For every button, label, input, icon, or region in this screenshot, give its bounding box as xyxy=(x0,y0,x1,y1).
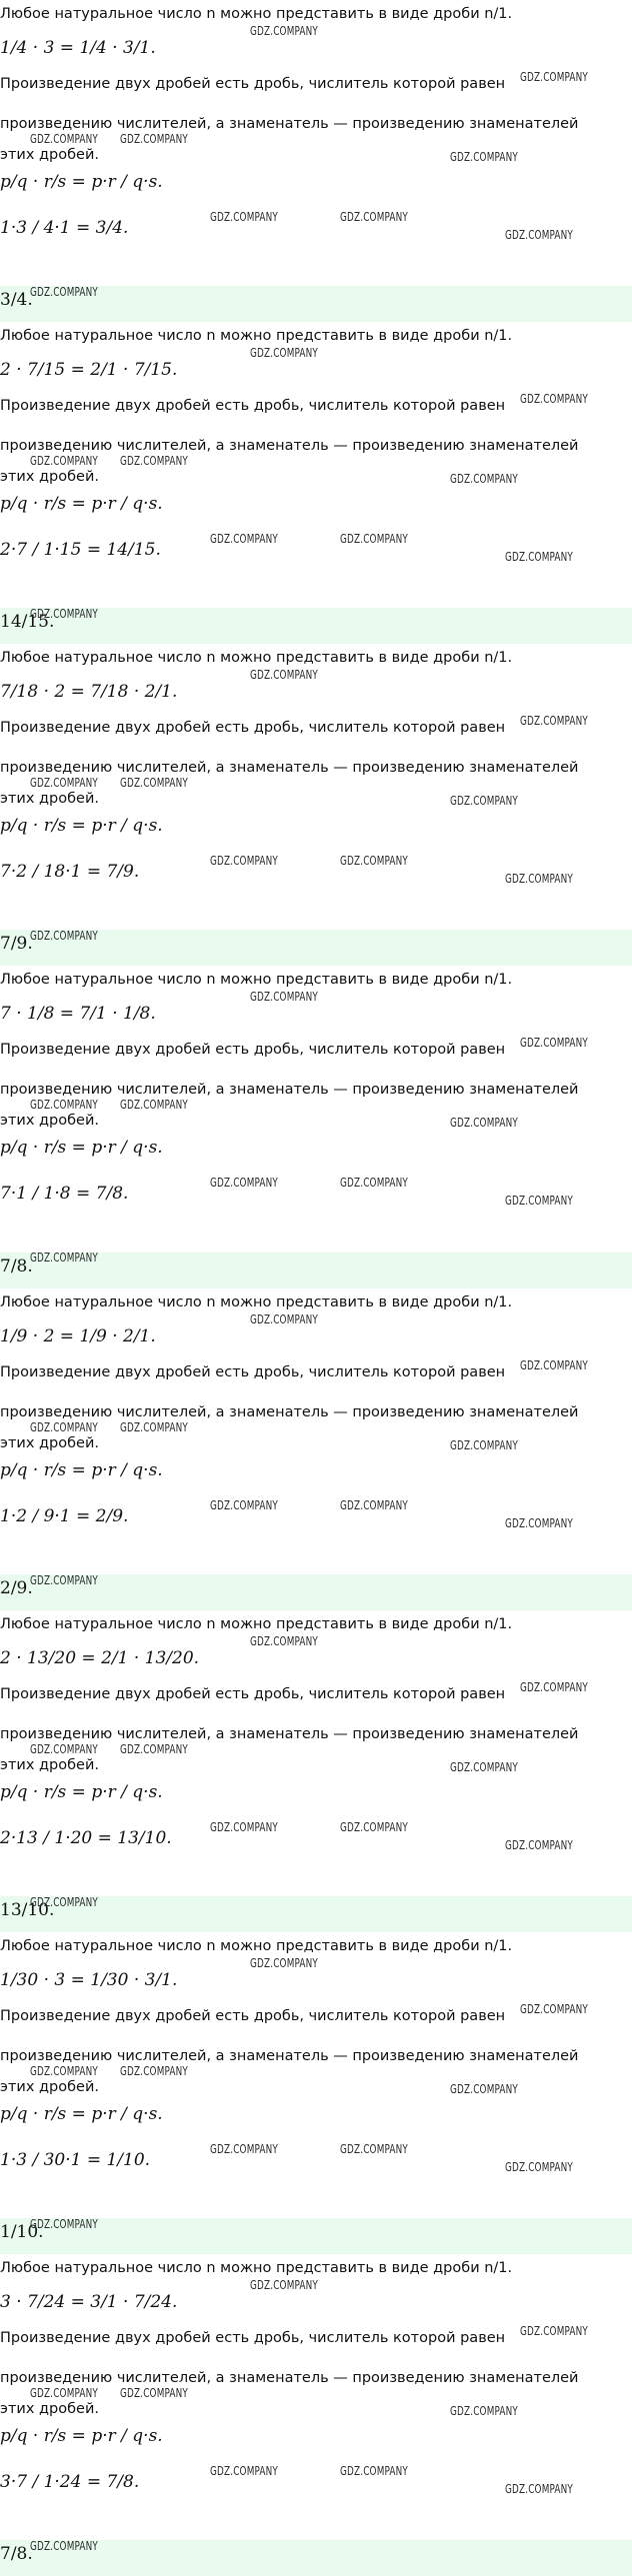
watermark: GDZ.COMPANY xyxy=(520,70,588,84)
rule-formula: p/q · r/s = p·r / q·s. xyxy=(0,1459,163,1480)
watermark: GDZ.COMPANY xyxy=(250,1955,318,1970)
watermark: GDZ.COMPANY xyxy=(30,454,98,469)
theory-line-2: Произведение двух дробей есть дробь, числитель которой равен xyxy=(0,2007,506,2024)
product-expression: 7·1 / 1·8 = 7/8. xyxy=(0,1184,129,1205)
product-expression: 2·7 / 1·15 = 14/15. xyxy=(0,540,161,561)
watermark: GDZ.COMPANY xyxy=(210,210,278,224)
solution-section xyxy=(0,1932,632,2254)
watermark: GDZ.COMPANY xyxy=(340,1176,408,1191)
result-value: 7/8. xyxy=(0,2544,33,2564)
watermark: GDZ.COMPANY xyxy=(520,2001,588,2016)
task-expression: 1/9 · 2 = 1/9 · 2/1. xyxy=(0,1325,156,1346)
watermark: GDZ.COMPANY xyxy=(450,2403,518,2418)
watermark: GDZ.COMPANY xyxy=(30,2538,98,2553)
theory-line-2: Произведение двух дробей есть дробь, числитель которой равен xyxy=(0,720,506,737)
watermark: GDZ.COMPANY xyxy=(450,1759,518,1774)
theory-line-2: Произведение двух дробей есть дробь, числитель которой равен xyxy=(0,398,506,415)
solution-section xyxy=(0,1288,632,1610)
watermark: GDZ.COMPANY xyxy=(250,346,318,361)
solution-section xyxy=(0,966,632,1288)
watermark: GDZ.COMPANY xyxy=(120,1098,188,1113)
theory-line-1: Любое натуральное число n можно представить в виде дроби n/1. xyxy=(0,650,513,667)
theory-line-1: Любое натуральное число n можно представить в виде дроби n/1. xyxy=(0,972,513,989)
watermark: GDZ.COMPANY xyxy=(520,2323,588,2338)
theory-line-3: произведению числителей, а знаменатель — произведению знаменателей xyxy=(0,1082,579,1099)
theory-line-1: Любое натуральное число n можно представить в виде дроби n/1. xyxy=(0,2259,513,2276)
product-expression: 1·3 / 4·1 = 3/4. xyxy=(0,218,129,238)
watermark: GDZ.COMPANY xyxy=(120,2063,188,2078)
task-expression: 7 · 1/8 = 7/1 · 1/8. xyxy=(0,1004,156,1025)
watermark: GDZ.COMPANY xyxy=(505,1194,573,1209)
task-expression: 1/30 · 3 = 1/30 · 3/1. xyxy=(0,1969,178,1990)
theory-line-4: этих дробей. xyxy=(0,147,100,163)
theory-line-4: этих дробей. xyxy=(0,2078,100,2095)
theory-line-4: этих дробей. xyxy=(0,791,100,808)
watermark: GDZ.COMPANY xyxy=(520,1679,588,1694)
watermark: GDZ.COMPANY xyxy=(340,532,408,547)
watermark: GDZ.COMPANY xyxy=(250,668,318,683)
result-value: 7/9. xyxy=(0,934,33,955)
rule-formula: p/q · r/s = p·r / q·s. xyxy=(0,172,163,192)
watermark: GDZ.COMPANY xyxy=(30,132,98,146)
watermark: GDZ.COMPANY xyxy=(520,392,588,407)
watermark: GDZ.COMPANY xyxy=(505,872,573,887)
theory-line-3: произведению числителей, а знаменатель — произведению знаменателей xyxy=(0,2369,579,2386)
watermark: GDZ.COMPANY xyxy=(450,1437,518,1452)
task-expression: 3 · 7/24 = 3/1 · 7/24. xyxy=(0,2291,178,2312)
theory-line-2: Произведение двух дробей есть дробь, числитель которой равен xyxy=(0,1363,506,1380)
watermark: GDZ.COMPANY xyxy=(505,550,573,565)
watermark: GDZ.COMPANY xyxy=(210,2141,278,2156)
watermark: GDZ.COMPANY xyxy=(120,454,188,469)
product-expression: 7·2 / 18·1 = 7/9. xyxy=(0,862,140,883)
theory-line-1: Любое натуральное число n можно представить в виде дроби n/1. xyxy=(0,1615,513,1632)
theory-line-3: произведению числителей, а знаменатель — произведению знаменателей xyxy=(0,116,579,132)
watermark: GDZ.COMPANY xyxy=(120,2385,188,2400)
watermark: GDZ.COMPANY xyxy=(340,2463,408,2478)
watermark: GDZ.COMPANY xyxy=(30,2063,98,2078)
watermark: GDZ.COMPANY xyxy=(30,1894,98,1909)
watermark: GDZ.COMPANY xyxy=(250,24,318,38)
task-expression: 2 · 13/20 = 2/1 · 13/20. xyxy=(0,1647,200,1668)
rule-formula: p/q · r/s = p·r / q·s. xyxy=(0,2425,163,2446)
watermark: GDZ.COMPANY xyxy=(450,2081,518,2096)
theory-line-1: Любое натуральное число n можно представить в виде дроби n/1. xyxy=(0,6,513,22)
watermark: GDZ.COMPANY xyxy=(340,854,408,869)
product-expression: 1·3 / 30·1 = 1/10. xyxy=(0,2149,151,2170)
watermark: GDZ.COMPANY xyxy=(210,1819,278,1834)
watermark: GDZ.COMPANY xyxy=(505,2159,573,2174)
watermark: GDZ.COMPANY xyxy=(450,794,518,809)
solution-section xyxy=(0,0,632,322)
theory-line-1: Любое натуральное число n можно представить в виде дроби n/1. xyxy=(0,328,513,345)
watermark: GDZ.COMPANY xyxy=(520,1036,588,1051)
watermark: GDZ.COMPANY xyxy=(505,1837,573,1852)
rule-formula: p/q · r/s = p·r / q·s. xyxy=(0,494,163,515)
watermark: GDZ.COMPANY xyxy=(120,1741,188,1756)
watermark: GDZ.COMPANY xyxy=(520,714,588,729)
theory-line-1: Любое натуральное число n можно представить в виде дроби n/1. xyxy=(0,1937,513,1954)
result-value: 13/10. xyxy=(0,1899,55,1920)
theory-line-3: произведению числителей, а знаменатель — произведению знаменателей xyxy=(0,760,579,777)
theory-line-3: произведению числителей, а знаменатель — произведению знаменателей xyxy=(0,1725,579,1742)
theory-line-2: Произведение двух дробей есть дробь, числитель которой равен xyxy=(0,1042,506,1059)
theory-line-4: этих дробей. xyxy=(0,469,100,486)
watermark: GDZ.COMPANY xyxy=(210,532,278,547)
task-expression: 1/4 · 3 = 1/4 · 3/1. xyxy=(0,38,156,58)
watermark: GDZ.COMPANY xyxy=(340,1497,408,1512)
watermark: GDZ.COMPANY xyxy=(450,150,518,164)
result-value: 2/9. xyxy=(0,1577,33,1598)
rule-formula: p/q · r/s = p·r / q·s. xyxy=(0,2103,163,2124)
task-expression: 2 · 7/15 = 2/1 · 7/15. xyxy=(0,360,178,381)
watermark: GDZ.COMPANY xyxy=(120,1419,188,1434)
watermark: GDZ.COMPANY xyxy=(30,1572,98,1587)
watermark: GDZ.COMPANY xyxy=(250,990,318,1005)
watermark: GDZ.COMPANY xyxy=(30,929,98,944)
watermark: GDZ.COMPANY xyxy=(210,1176,278,1191)
watermark: GDZ.COMPANY xyxy=(30,1098,98,1113)
rule-formula: p/q · r/s = p·r / q·s. xyxy=(0,816,163,837)
theory-line-4: этих дробей. xyxy=(0,1434,100,1451)
watermark: GDZ.COMPANY xyxy=(505,1515,573,1530)
result-value: 14/15. xyxy=(0,612,55,633)
theory-line-3: произведению числителей, а знаменатель — произведению знаменателей xyxy=(0,2047,579,2064)
rule-formula: p/q · r/s = p·r / q·s. xyxy=(0,1138,163,1159)
task-expression: 7/18 · 2 = 7/18 · 2/1. xyxy=(0,682,178,703)
watermark: GDZ.COMPANY xyxy=(30,1251,98,1266)
watermark: GDZ.COMPANY xyxy=(30,1741,98,1756)
theory-line-2: Произведение двух дробей есть дробь, числитель которой равен xyxy=(0,1685,506,1702)
solution-section xyxy=(0,1610,632,1932)
theory-line-4: этих дробей. xyxy=(0,1113,100,1130)
result-value: 3/4. xyxy=(0,290,33,311)
watermark: GDZ.COMPANY xyxy=(30,2385,98,2400)
watermark: GDZ.COMPANY xyxy=(30,1419,98,1434)
theory-line-3: произведению числителей, а знаменатель — произведению знаменателей xyxy=(0,438,579,455)
watermark: GDZ.COMPANY xyxy=(505,228,573,242)
watermark: GDZ.COMPANY xyxy=(340,2141,408,2156)
watermark: GDZ.COMPANY xyxy=(250,1311,318,1326)
solution-section xyxy=(0,322,632,644)
rule-formula: p/q · r/s = p·r / q·s. xyxy=(0,1781,163,1802)
watermark: GDZ.COMPANY xyxy=(120,776,188,791)
watermark: GDZ.COMPANY xyxy=(30,607,98,622)
watermark: GDZ.COMPANY xyxy=(120,132,188,146)
solution-section xyxy=(0,644,632,966)
watermark: GDZ.COMPANY xyxy=(340,210,408,224)
watermark: GDZ.COMPANY xyxy=(250,1633,318,1648)
theory-line-4: этих дробей. xyxy=(0,1756,100,1773)
theory-line-2: Произведение двух дробей есть дробь, числитель которой равен xyxy=(0,76,506,92)
watermark: GDZ.COMPANY xyxy=(30,2216,98,2231)
product-expression: 3·7 / 1·24 = 7/8. xyxy=(0,2471,140,2492)
watermark: GDZ.COMPANY xyxy=(505,2481,573,2496)
watermark: GDZ.COMPANY xyxy=(30,285,98,299)
product-expression: 2·13 / 1·20 = 13/10. xyxy=(0,1827,172,1848)
product-expression: 1·2 / 9·1 = 2/9. xyxy=(0,1505,129,1526)
theory-line-2: Произведение двух дробей есть дробь, числитель которой равен xyxy=(0,2329,506,2346)
watermark: GDZ.COMPANY xyxy=(30,776,98,791)
watermark: GDZ.COMPANY xyxy=(450,1116,518,1131)
result-value: 1/10. xyxy=(0,2221,44,2242)
theory-line-4: этих дробей. xyxy=(0,2400,100,2417)
watermark: GDZ.COMPANY xyxy=(340,1819,408,1834)
theory-line-3: произведению числителей, а знаменатель — произведению знаменателей xyxy=(0,1403,579,1420)
watermark: GDZ.COMPANY xyxy=(450,472,518,487)
watermark: GDZ.COMPANY xyxy=(250,2277,318,2292)
solution-section xyxy=(0,2254,632,2576)
watermark: GDZ.COMPANY xyxy=(210,2463,278,2478)
result-value: 7/8. xyxy=(0,1256,33,1277)
theory-line-1: Любое натуральное число n можно представить в виде дроби n/1. xyxy=(0,1293,513,1310)
watermark: GDZ.COMPANY xyxy=(520,1357,588,1372)
watermark: GDZ.COMPANY xyxy=(210,854,278,869)
watermark: GDZ.COMPANY xyxy=(210,1497,278,1512)
